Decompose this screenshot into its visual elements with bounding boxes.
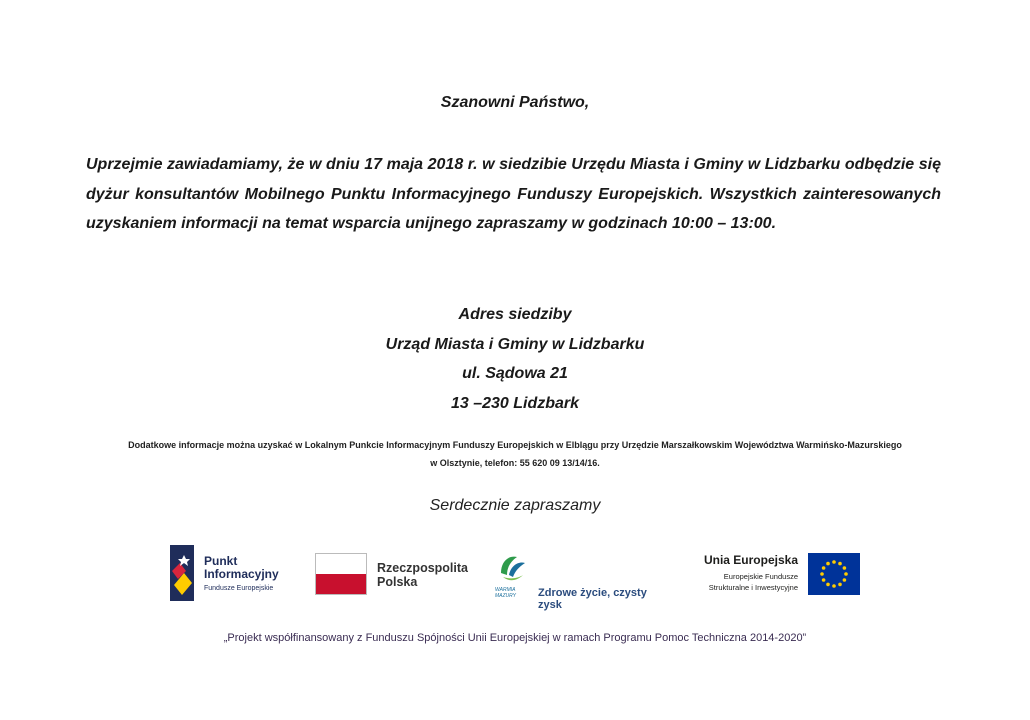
funds-star-icon — [170, 545, 198, 601]
rp-line1: Rzeczpospolita — [377, 561, 468, 575]
rzeczpospolita-polska-logo — [315, 553, 470, 599]
additional-info — [60, 436, 970, 472]
additional-info-line2: w Olsztynie, telefon: 55 620 09 13/14/16. — [430, 458, 600, 468]
closing-text: Serdecznie zapraszamy — [429, 497, 601, 514]
address-city: 13 –230 Lidzbark — [450, 394, 580, 412]
warmia-slogan: Zdrowe życie, czysty zysk — [538, 587, 647, 611]
address-heading: Adres siedziby — [458, 306, 572, 323]
address-block — [0, 300, 1030, 418]
ue-subtitle-line2: Strukturalne i Inwestycyjne — [708, 583, 798, 592]
address-street: ul. Sądowa 21 — [462, 365, 568, 382]
logo-strip — [170, 545, 860, 611]
unia-europejska-logo — [690, 551, 860, 603]
warmia-mini-line2: MAZURY — [495, 593, 516, 599]
greeting: Szanowni Państwo, — [440, 94, 590, 111]
warmia-mini-line1: WARMIA — [495, 587, 516, 593]
punkt-subtitle: Fundusze Europejskie — [204, 585, 274, 592]
poland-flag-icon — [315, 553, 367, 595]
footer-cofinancing-note: „Projekt współfinansowany z Funduszu Spójności Unii Europejskiej w ramach Programu Pomoc Techniczna 2014-2020” — [223, 632, 807, 644]
punkt-line1: Punkt — [204, 554, 238, 568]
ue-subtitle-line1: Europejskie Fundusze — [723, 572, 798, 581]
eu-flag-icon — [808, 553, 860, 595]
punkt-informacyjny-logo — [170, 545, 290, 605]
announcement-text: Uprzejmie zawiadamiamy, że w dniu 17 maja 2018 r. w siedzibie Urzędu Miasta i Gminy w Lidzbarku odbędzie się dyżur konsultantów Mobilnego Punktu Informacyjnego Funduszy Europejskich. Wszystkich zainteresowanych uzyskaniem informacji na temat wsparcia unijnego zapraszamy w godzinach 10:00 – 13:00. — [86, 156, 941, 232]
warmia-leaf-icon — [495, 551, 529, 585]
additional-info-line1: Dodatkowe informacje można uzyskać w Lokalnym Punkcie Informacyjnym Funduszy Europejskich w Elblągu przy Urzędzie Marszałkowskim Województwa Warmińsko-Mazurskiego — [128, 440, 902, 450]
rp-line2: Polska — [377, 575, 418, 589]
ue-title: Unia Europejska — [703, 553, 798, 567]
punkt-line2: Informacyjny — [204, 567, 279, 581]
warmia-mazury-logo — [495, 551, 660, 611]
address-office: Urząd Miasta i Gminy w Lidzbarku — [385, 335, 645, 353]
